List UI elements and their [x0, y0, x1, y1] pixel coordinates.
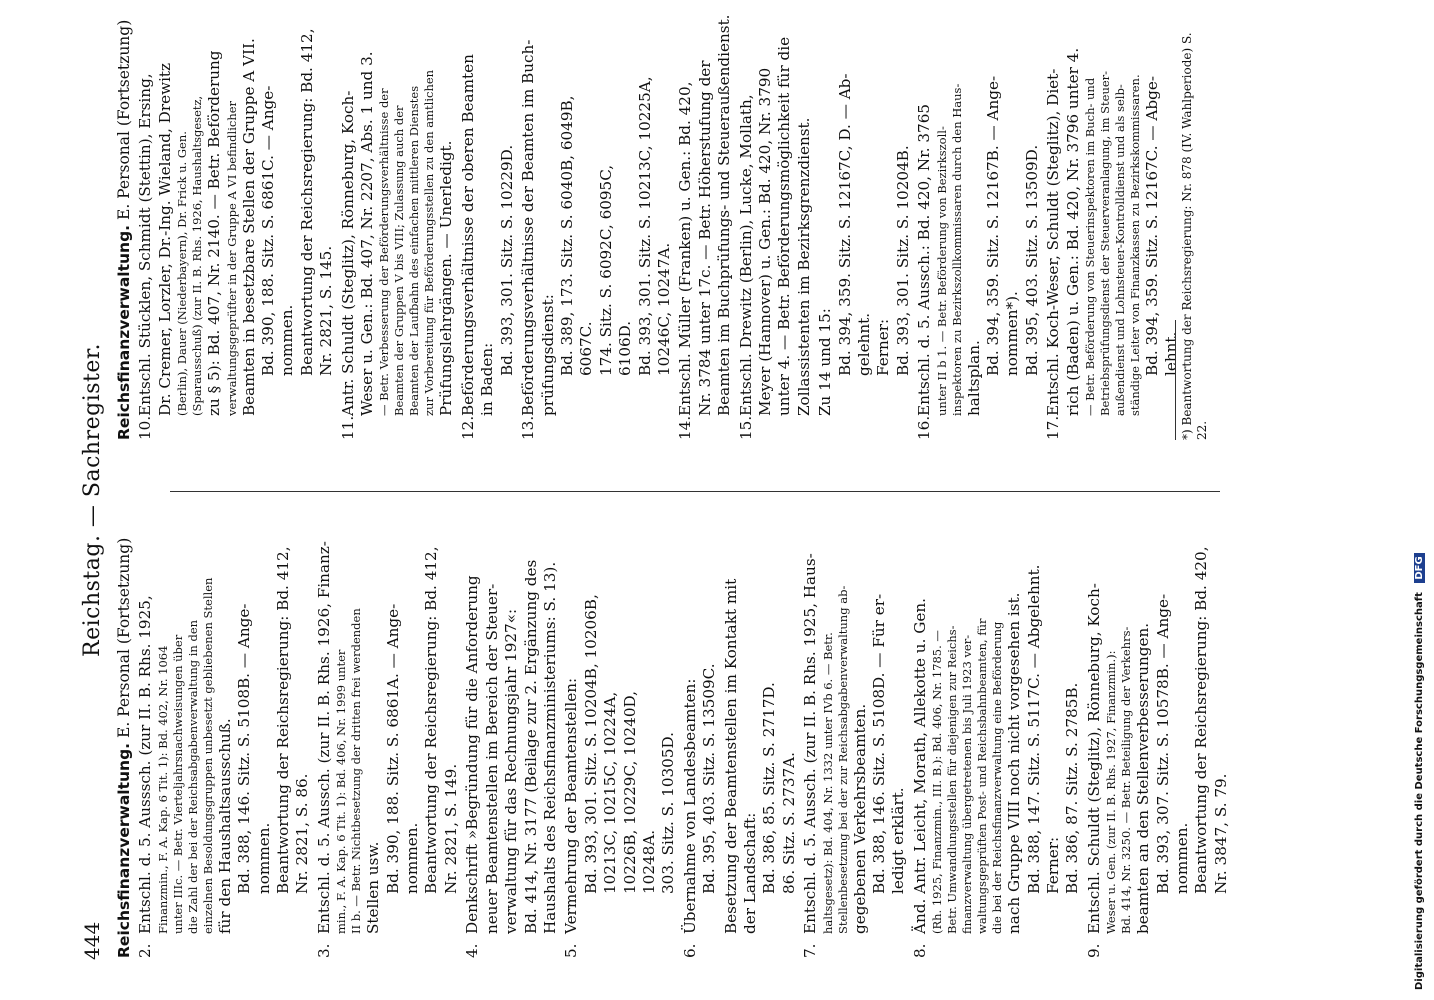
entry-number: 5. [562, 943, 581, 958]
entry-line: Entschl. d. 5. Aussch.: Bd. 420, Nr. 3765 [915, 103, 934, 416]
entry-number: 14. [676, 415, 695, 440]
entry-line: Nr. 3784 unter 17c. — Betr. Höherstufung der [695, 60, 714, 416]
entry-reference: nommen*). [1003, 291, 1022, 376]
entry-reference: Bd. 394, 359. Sitz. S. 12167C, D. — Ab- [835, 73, 854, 376]
entry-reference: 303. Sitz. S. 10305D. [659, 732, 678, 894]
entry-line: haltsplan. [964, 340, 983, 416]
entry-line: neuer Beamtenstellen im Bereich der Steuer- [482, 583, 501, 934]
running-head: Reichstag. — Sachregister. [80, 343, 105, 657]
entry-reference: Bd. 393, 301. Sitz. S. 10204B. [893, 145, 912, 376]
entry-line: Änd. Antr. Leicht, Morath, Allekotte u. Gen. [910, 598, 929, 934]
entry-reference: nommen. [1173, 822, 1192, 894]
entry-reference: Nr. 3847, S. 79. [1211, 773, 1230, 894]
index-entry [676, 10, 734, 440]
entry-line: Beamten der Laufbahn des einfachen mittleren Dienstes [407, 85, 422, 416]
entry-number: 2. [136, 943, 155, 958]
section-subtitle: E. Personal (Fortsetzung) [115, 537, 133, 738]
entry-line: unter 4. — Betr. Beförderungsmöglichkeit für die [775, 36, 794, 416]
entry-reference: Ferner: [1044, 836, 1063, 894]
entry-line: Vermehrung der Beamtenstellen: [562, 677, 581, 934]
entry-reference: Bd. 390, 188. Sitz. S. 6861A. — Ange- [383, 603, 402, 894]
entry-reference: Nr. 2821, S. 145. [317, 245, 336, 376]
entry-number: 12. [458, 415, 477, 440]
entry-line: außendienst und Lohnsteuer-Kontrolldienst und als selb- [1113, 84, 1128, 416]
entry-reference: Bd. 389, 173. Sitz. S. 6040B, 6049B, [557, 95, 576, 376]
entry-number: 10. [136, 415, 155, 440]
entry-line: Beamten in besetzbare Stellen der Gruppe A VII. [239, 38, 258, 416]
entry-line: Entschl. Schuldt (Steglitz), Rönneburg, Koch- [1084, 583, 1103, 934]
column-divider [170, 491, 1220, 492]
entry-line: rich (Baden) u. Gen.: Bd. 420, Nr. 3796 unter 4. [1063, 47, 1082, 416]
entry-reference: 6106D. [616, 320, 635, 376]
entry-line: verwaltungsgeprüfter in der Gruppe A VI befindlicher [224, 100, 239, 416]
section-heading [115, 533, 134, 958]
entry-line: einzelnen Besoldungsgruppen unbesetzt gebliebenen Stellen [200, 577, 215, 934]
entry-reference: 86. Sitz. S. 2737A. [779, 752, 798, 894]
footnote-rule [1175, 320, 1176, 440]
index-entry [681, 533, 720, 958]
entry-line: zu § 5): Bd. 407, Nr. 2140. — Betr. Beförderung [205, 50, 224, 416]
entry-reference: Ferner: [874, 318, 893, 376]
entry-line: zur Vorbereitung für Beförderungsstellen zu den amtlichen [422, 69, 437, 416]
entry-reference: Beantwortung der Reichsregierung: Bd. 412, [422, 546, 441, 894]
index-entry [136, 533, 312, 958]
entry-line: Entschl. Müller (Franken) u. Gen.: Bd. 420, [676, 81, 695, 416]
entry-line: Meyer (Hannover) u. Gen.: Bd. 420, Nr. 3790 [755, 67, 774, 416]
entry-line: (Sparausschuß) (zur II. B. Rhs. 1926, Haushaltsgesetz, [190, 95, 205, 416]
entry-line: Zu 14 und 15: [816, 308, 835, 416]
entry-line: Entschl. Drewitz (Berlin), Lucke, Mollath, [736, 94, 755, 416]
entry-reference: Bd. 395, 403. Sitz. S. 13509C. [700, 663, 719, 894]
entry-line: für den Haushaltsausschuß. [215, 718, 234, 934]
entry-reference: Bd. 393, 301. Sitz. S. 10204B, 10206B, [581, 594, 600, 894]
entry-line: Stellenbesetzung bei der zur Reichsabgabenverwaltung ab- [835, 585, 850, 934]
entry-line: ständige Leiter von Finanzkassen zu Bezirkskommissaren. [1128, 74, 1143, 416]
section-subtitle: E. Personal (Fortsetzung) [115, 19, 133, 220]
entry-line: Weser u. Gen. (zur II. B. Rhs. 1927, Finanzmin.): [1104, 650, 1119, 934]
entry-number: 3. [314, 943, 333, 958]
entry-line: der Landschaft: [740, 812, 759, 934]
entry-line: unter IIIc. — Betr. Vierteljahrsnachweisungen über [170, 634, 185, 934]
index-entry [136, 10, 336, 440]
entry-reference: 10226B, 10229C, 10240D, [620, 691, 639, 894]
entry-line: Haushalts des Reichsfinanzministeriums: S. 13). [540, 561, 559, 934]
funding-text: Digitalisierung gefördert durch die Deutsche Forschungsgemeinschaft [1414, 592, 1425, 990]
entry-line: Entschl. d. 5. Aussch. (zur II. B. Rhs. 1926, Finanz- [314, 541, 333, 934]
entry-line: — Betr. Verbesserung der Beförderungsverhältnisse der [377, 88, 392, 416]
entry-line: gegebenen Verkehrsbeamten. [850, 703, 869, 934]
entry-line: Antr. Schuldt (Steglitz), Rönneburg, Koch- [338, 90, 357, 416]
entry-line: Weser u. Gen.: Bd. 407, Nr. 2207, Abs. 1 und 3. [358, 51, 377, 416]
entry-line: Beförderungsverhältnisse der Beamten im Buch- [519, 39, 538, 416]
entry-number: 6. [680, 943, 699, 958]
index-entry [801, 533, 909, 958]
funding-note [1414, 553, 1425, 990]
index-entry [562, 533, 678, 958]
entry-line: die Zahl der bei der Reichsabgabenverwaltung in den [185, 619, 200, 934]
index-entry [816, 10, 913, 440]
entry-line: Bd. 414, Nr. 3250. — Betr. Beteiligung der Verkehrs- [1119, 626, 1134, 934]
section-title: Reichsfinanzverwaltung. [115, 742, 133, 958]
entry-line: Übernahme von Landesbeamten: [680, 678, 699, 934]
entry-line: (Berlin), Dauer (Niederbayern), Dr. Frick u. Gen. [175, 131, 190, 416]
entry-number: 8. [910, 943, 929, 958]
footnote: *) Beantwortung der Reichsregierung: Nr. 878 (IV. Wahlperiode) S. 22. [1180, 32, 1209, 440]
dfg-logo: DFG [1414, 553, 1425, 582]
entry-reference: Bd. 393, 307. Sitz. S. 10578B. — Ange- [1153, 593, 1172, 894]
entry-number: 9. [1084, 943, 1103, 958]
entry-number: 15. [736, 415, 755, 440]
entry-reference: Bd. 388, 146. Sitz. S. 5108B. — Ange- [235, 603, 254, 894]
entry-reference: 174. Sitz. S. 6092C, 6095C, [596, 164, 615, 376]
entry-line: beamten an den Stellenverbesserungen. [1134, 622, 1153, 934]
left-column [115, 533, 1233, 958]
section-heading [115, 10, 134, 440]
entry-reference: Bd. 393, 301. Sitz. S. 10229D. [497, 144, 516, 376]
entry-reference: Bd. 395, 403. Sitz. S. 13509D. [1022, 144, 1041, 376]
entry-number: 11. [338, 415, 357, 440]
entry-line: Bd. 414, Nr. 3177 (Beilage zur 2. Ergänzung des [521, 559, 540, 934]
entry-line: min., F. A. Kap. 6 Tit. 1): Bd. 406, Nr. 1999 unter [334, 649, 349, 934]
entry-line: Beförderungsverhältnisse der oberen Beamten [458, 54, 477, 416]
index-entry [339, 10, 457, 440]
entry-reference: ledigt erklärt. [889, 787, 908, 894]
entry-reference: nommen. [403, 822, 422, 894]
entry-line: Denkschrift »Begründung für die Anforderung [463, 575, 482, 934]
entry-line: II b. — Betr. Nichtbesetzung der dritten frei werdenden [349, 608, 364, 934]
index-entry [737, 10, 815, 440]
entry-reference: Bd. 386, 87. Sitz. S. 2785B. [1063, 682, 1082, 894]
index-entry [463, 533, 560, 958]
entry-line: (Rh. 1925, Finanzmin., III. B.): Bd. 406, Nr. 1785. — [930, 630, 945, 934]
entry-reference: Nr. 2821, S. 86. [293, 773, 312, 894]
entry-reference: Beantwortung der Reichsregierung: Bd. 412, [274, 546, 293, 894]
entry-line: prüfungsdienst: [538, 294, 557, 416]
entry-line: haltsgesetz): Bd. 404, Nr. 1332 unter IVb 6. — Betr. [820, 632, 835, 934]
entry-reference: nommen. [254, 822, 273, 894]
entry-line: die bei der Reichsfinanzverwaltung eine Beförderung [990, 621, 1005, 934]
entry-reference: Bd. 388, 146. Sitz. S. 5108D. — Für er- [870, 593, 888, 894]
entry-reference: nommen. [278, 304, 297, 376]
entry-line: unter II b 1. — Betr. Beförderung von Bezirkszoll- [934, 126, 949, 416]
entry-line: Beamten im Buchprüfungs- und Steueraußendienst. [715, 14, 734, 416]
entry-line: Zollassistenten im Bezirksgrenzdienst. [794, 117, 813, 416]
entry-reference: Bd. 388, 147. Sitz. S. 5117C. — Abgelehnt. [1024, 564, 1043, 894]
section-title: Reichsfinanzverwaltung. [115, 224, 133, 440]
entry-number: 4. [463, 943, 482, 958]
entry-reference: Bd. 390, 188. Sitz. S. 6861C. — Ange- [259, 85, 278, 376]
entry-line: Entschl. d. 5. Ausssch. (zur II. B. Rhs. 1925, [136, 595, 155, 934]
entry-reference: Bd. 393, 301. Sitz. S. 10213C, 10225A, [635, 76, 654, 376]
entry-line: Betr. Umwandlungsstellen für diejenigen zur Reichs- [945, 625, 960, 934]
index-entry [519, 10, 674, 440]
entry-number: 7. [801, 943, 820, 958]
entry-line: Entschl. Koch-Weser, Schuldt (Steglitz), Diet- [1044, 68, 1063, 416]
entry-line: — Betr. Beförderung von Steuerinspektoren im Buch- und [1083, 77, 1098, 416]
entry-line: Prüfungslehrgängen. — Unerledigt. [437, 140, 456, 416]
entry-reference: Beantwortung der Reichsregierung: Bd. 420, [1192, 546, 1211, 894]
index-entry [1085, 533, 1231, 958]
entry-reference: gelehnt. [855, 312, 873, 376]
entry-line: Besetzung der Beamtenstellen im Kontakt mit [721, 578, 740, 934]
index-entry [722, 533, 800, 958]
entry-line: Stellen usw. [364, 841, 383, 934]
entry-line: Finanzmin., F. A. Kap. 6 Tit. 1): Bd. 402, Nr. 1064 [155, 645, 170, 934]
entry-reference: Bd. 386, 85. Sitz. S. 2717D. [760, 682, 779, 894]
entry-line: Entschl. d. 5. Aussch. (zur II. B. Rhs. 1925, Haus- [801, 553, 820, 934]
entry-reference: 6067C. [577, 321, 596, 376]
page-number: 444 [80, 921, 104, 960]
entry-reference: Bd. 394, 359. Sitz. S. 12167B. — Ange- [984, 75, 1003, 376]
entry-line: nach Gruppe VIII noch nicht vorgesehen ist. [1005, 592, 1024, 934]
entry-line: inspektoren zu Bezirkszollkommissaren durch den Haus- [949, 83, 964, 416]
index-entry [1044, 10, 1182, 440]
entry-line: finanzverwaltung übergetretenen bis Juli 1923 ver- [960, 634, 975, 934]
entry-reference: Beantwortung der Reichsregierung: Bd. 412, [297, 28, 316, 376]
index-entry [915, 10, 1042, 440]
entry-line: verwaltung für das Rechnungsjahr 1927«: [502, 608, 521, 934]
entry-line: in Baden: [478, 342, 497, 416]
entry-reference: 10248A. [639, 829, 658, 894]
entry-reference: lehnt. [1162, 331, 1181, 376]
right-column [115, 10, 1184, 440]
entry-reference: 10213C, 10215C, 10224A, [601, 691, 620, 894]
index-entry [315, 533, 461, 958]
entry-reference: Bd. 394, 359. Sitz. S. 12167C. — Abge- [1143, 76, 1162, 376]
page-header [0, 0, 105, 1000]
entry-reference: 10246C, 10247A. [654, 242, 673, 376]
entry-line: Entschl. Stücklen, Schmidt (Stettin), Ersing, [136, 73, 155, 416]
entry-line: waltungsgeprüften Post- und Reichsbahnbeamten, für [975, 618, 990, 934]
index-entry [911, 533, 1083, 958]
entry-reference: Nr. 2821, S. 149. [441, 763, 460, 894]
index-entry [459, 10, 517, 440]
entry-line: Beamten der Gruppen V bis VIII; Zulassung auch der [392, 105, 407, 416]
entry-line: Betriebsprüfungsdienst der Steuerveranlagung, im Steuer- [1098, 70, 1113, 416]
entry-number: 13. [519, 415, 538, 440]
entry-line: Dr. Cremer, Lorzler, Dr.-Ing. Wieland, Drewitz [155, 62, 174, 416]
entry-number: 17. [1044, 415, 1063, 440]
entry-number: 16. [915, 415, 934, 440]
